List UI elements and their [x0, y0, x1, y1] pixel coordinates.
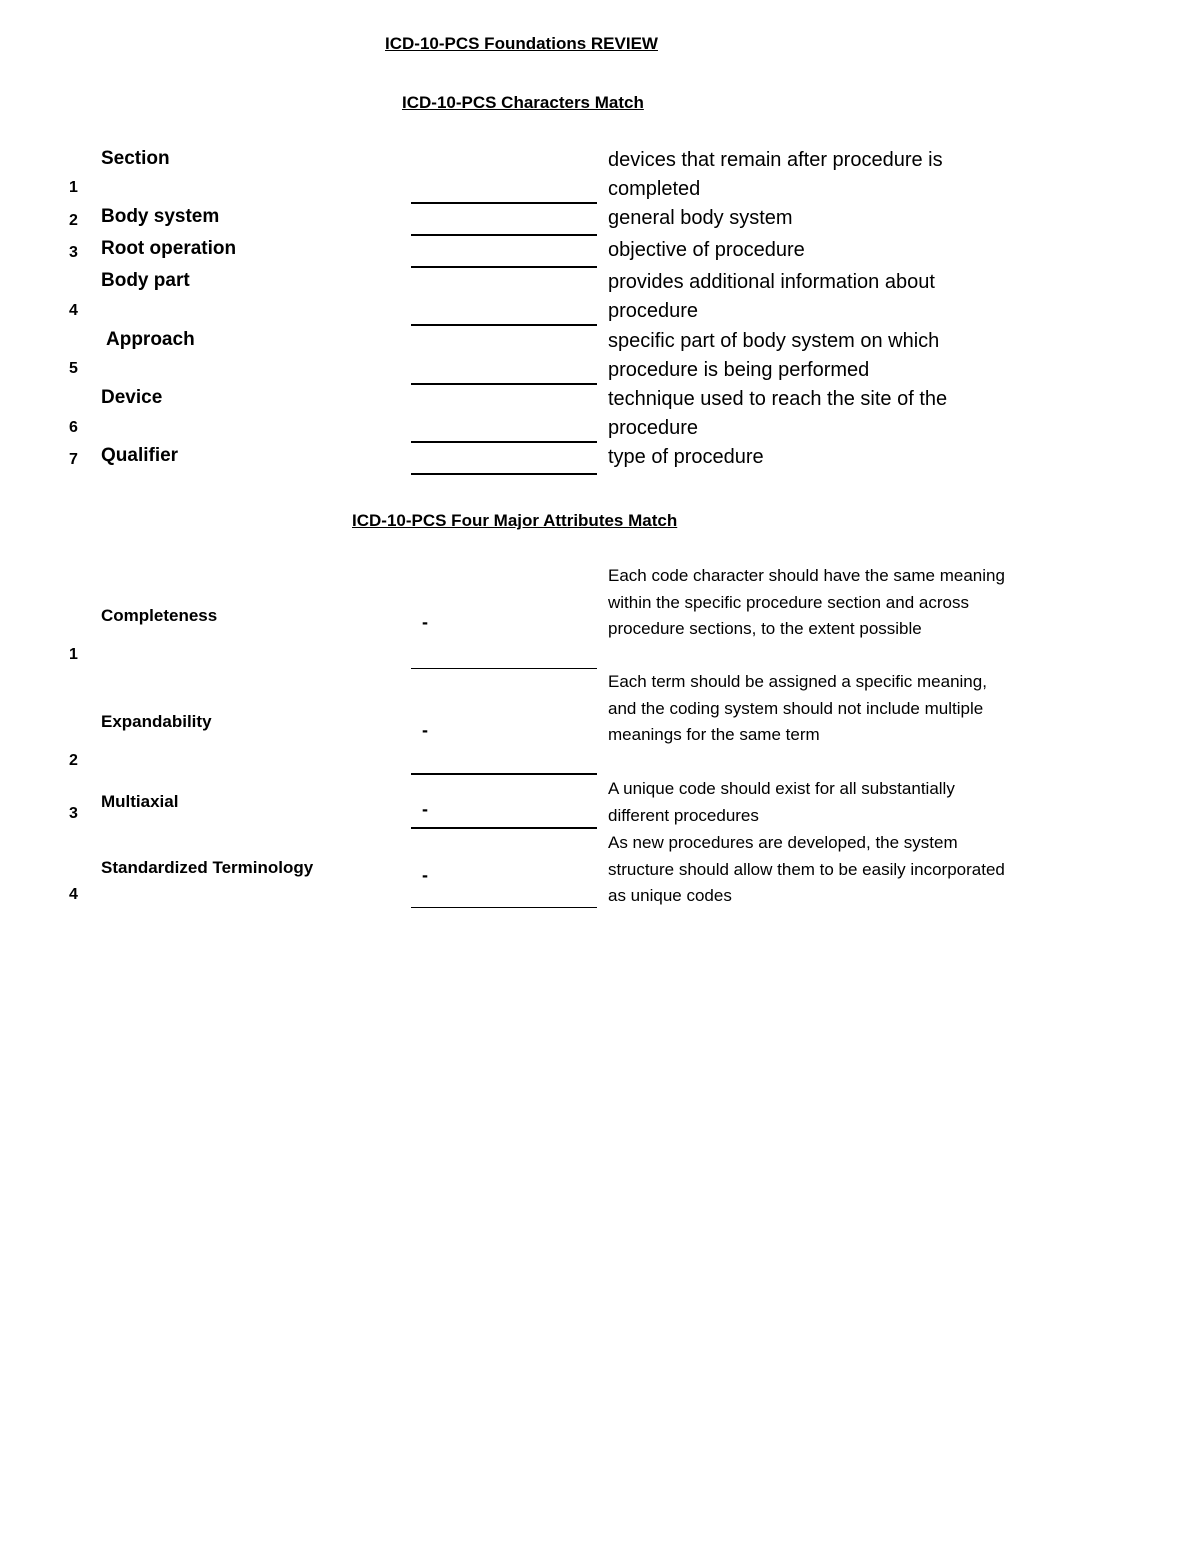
term-label: Qualifier [101, 445, 179, 466]
answer-blank[interactable] [411, 441, 597, 443]
answer-blank[interactable] [411, 907, 597, 908]
description-text: type of procedure [608, 446, 764, 468]
description-text: As new procedures are developed, the system structure should allow them to be easily incorporated as unique codes [608, 833, 1005, 905]
description-text: specific part of body system on which procedure is being performed [608, 330, 940, 381]
row-number: 1 [69, 179, 78, 196]
answer-blank[interactable] [411, 668, 597, 669]
description-text: Each term should be assigned a specific meaning, and the coding system should not include multiple meanings for the same term [608, 672, 987, 744]
answer-dash: - [422, 799, 428, 819]
description-text: devices that remain after procedure is completed [608, 149, 943, 200]
description-text: objective of procedure [608, 239, 805, 261]
row-number: 4 [69, 302, 78, 319]
answer-blank[interactable] [411, 383, 597, 385]
answer-blank[interactable] [411, 234, 597, 236]
row-number: 3 [69, 805, 78, 822]
term-label: Section [101, 148, 170, 169]
term-label: Approach [106, 329, 195, 350]
answer-dash: - [422, 865, 428, 885]
row-number: 2 [69, 752, 78, 769]
term-label: Device [101, 387, 163, 408]
answer-blank[interactable] [411, 773, 597, 775]
term-label: Multiaxial [101, 792, 179, 811]
characters-match-heading: ICD-10-PCS Characters Match [402, 93, 644, 112]
answer-dash: - [422, 612, 428, 632]
term-label: Completeness [101, 606, 218, 625]
row-number: 1 [69, 646, 78, 663]
row-number: 2 [69, 212, 78, 229]
description-text: general body system [608, 207, 793, 229]
row-number: 4 [69, 886, 78, 903]
row-number: 5 [69, 360, 78, 377]
row-number: 3 [69, 244, 78, 261]
term-label: Expandability [101, 712, 212, 731]
term-label: Body system [101, 206, 220, 227]
term-label: Body part [101, 270, 190, 291]
answer-blank[interactable] [411, 202, 597, 204]
description-text: Each code character should have the same meaning within the specific procedure section and across procedure sections, to the extent possible [608, 566, 1005, 638]
answer-blank[interactable] [411, 324, 597, 326]
term-label: Root operation [101, 238, 237, 259]
document-title: ICD-10-PCS Foundations REVIEW [385, 34, 658, 53]
row-number: 6 [69, 419, 78, 436]
attributes-match-heading: ICD-10-PCS Four Major Attributes Match [352, 511, 678, 530]
description-text: technique used to reach the site of the procedure [608, 388, 948, 439]
row-number: 7 [69, 451, 78, 468]
answer-blank[interactable] [411, 827, 597, 829]
answer-dash: - [422, 720, 428, 740]
description-text: provides additional information about procedure [608, 271, 935, 322]
answer-blank[interactable] [411, 266, 597, 268]
term-label: Standardized Terminology [101, 858, 314, 877]
description-text: A unique code should exist for all substantially different procedures [608, 779, 955, 825]
answer-blank[interactable] [411, 473, 597, 475]
